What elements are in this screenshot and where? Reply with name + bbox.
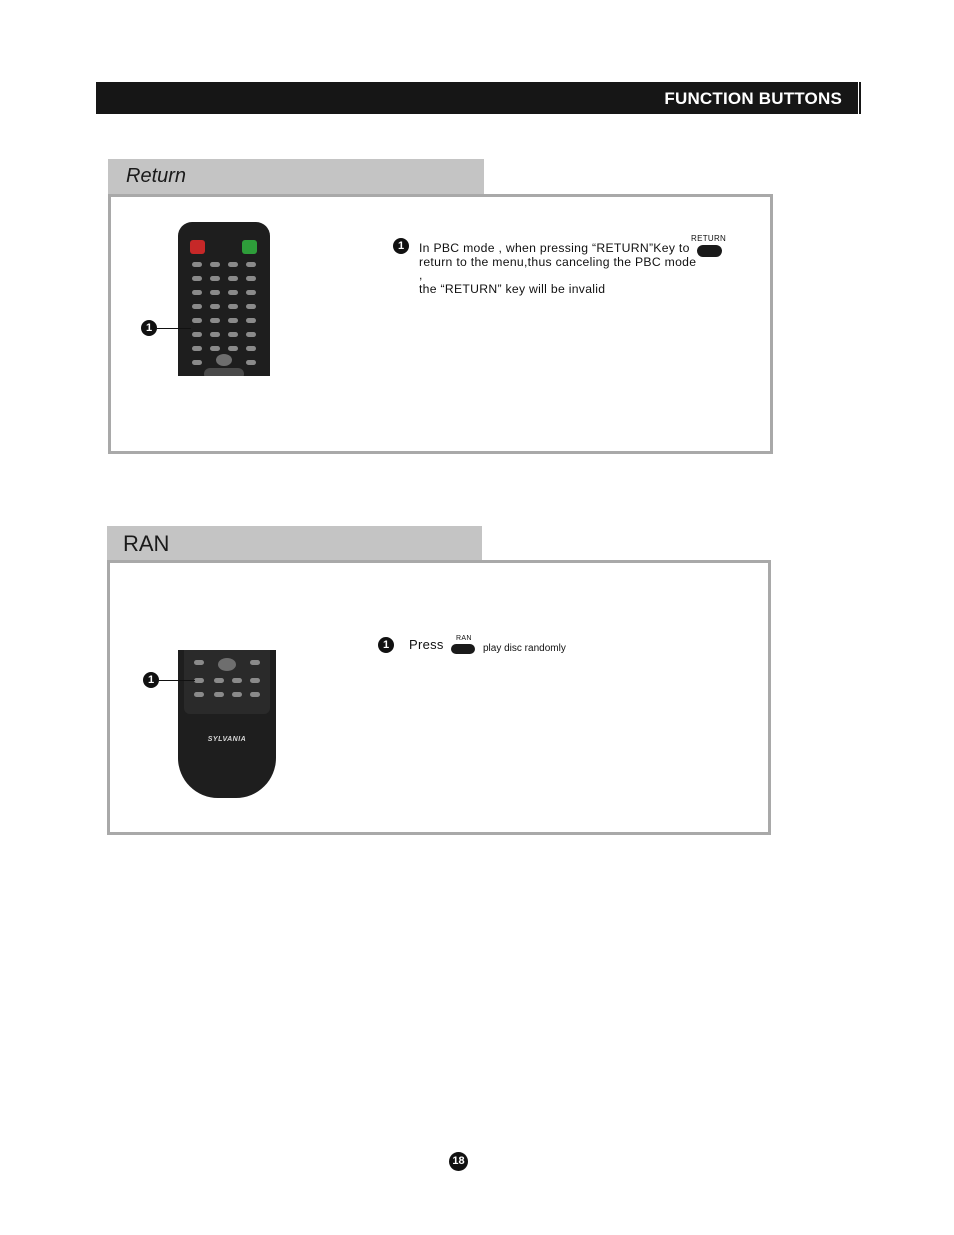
return-instruction-line-1: In PBC mode , when pressing “RETURN”Key to	[419, 241, 690, 255]
ran-section-title: RAN	[123, 531, 170, 556]
ran-section-tab	[107, 526, 482, 561]
open-button-green	[242, 240, 257, 254]
return-instruction-line-2: return to the menu,thus canceling the PBC mode ,	[419, 254, 697, 282]
remote-brand-logo: SYLVANIA	[207, 736, 247, 743]
header-bar	[96, 82, 858, 114]
return-section-title: Return	[126, 165, 187, 187]
ran-callout-number: 1	[143, 672, 159, 688]
ran-key-icon	[451, 644, 475, 654]
power-button-red	[190, 240, 205, 254]
ran-callout-line	[159, 680, 195, 681]
return-instruction-line-3: the “RETURN” key will be invalid	[419, 281, 606, 296]
ran-key-label: RAN	[456, 635, 472, 642]
return-key-icon	[697, 245, 722, 257]
return-callout-line	[157, 328, 191, 329]
return-key-label: RETURN	[691, 234, 727, 243]
page-title: FUNCTION BUTTONS	[664, 89, 842, 108]
return-callout-number: 1	[141, 320, 157, 336]
remote-image-top	[178, 222, 270, 376]
ran-action-text: play disc randomly	[483, 643, 566, 654]
ran-press-text: Press	[409, 637, 444, 652]
return-section-tab	[108, 159, 484, 194]
remote-image-bottom	[178, 650, 276, 798]
page-number: 18	[449, 1152, 468, 1171]
return-instruction	[419, 242, 699, 296]
ran-step-number: 1	[378, 637, 394, 653]
return-step-number: 1	[393, 238, 409, 254]
